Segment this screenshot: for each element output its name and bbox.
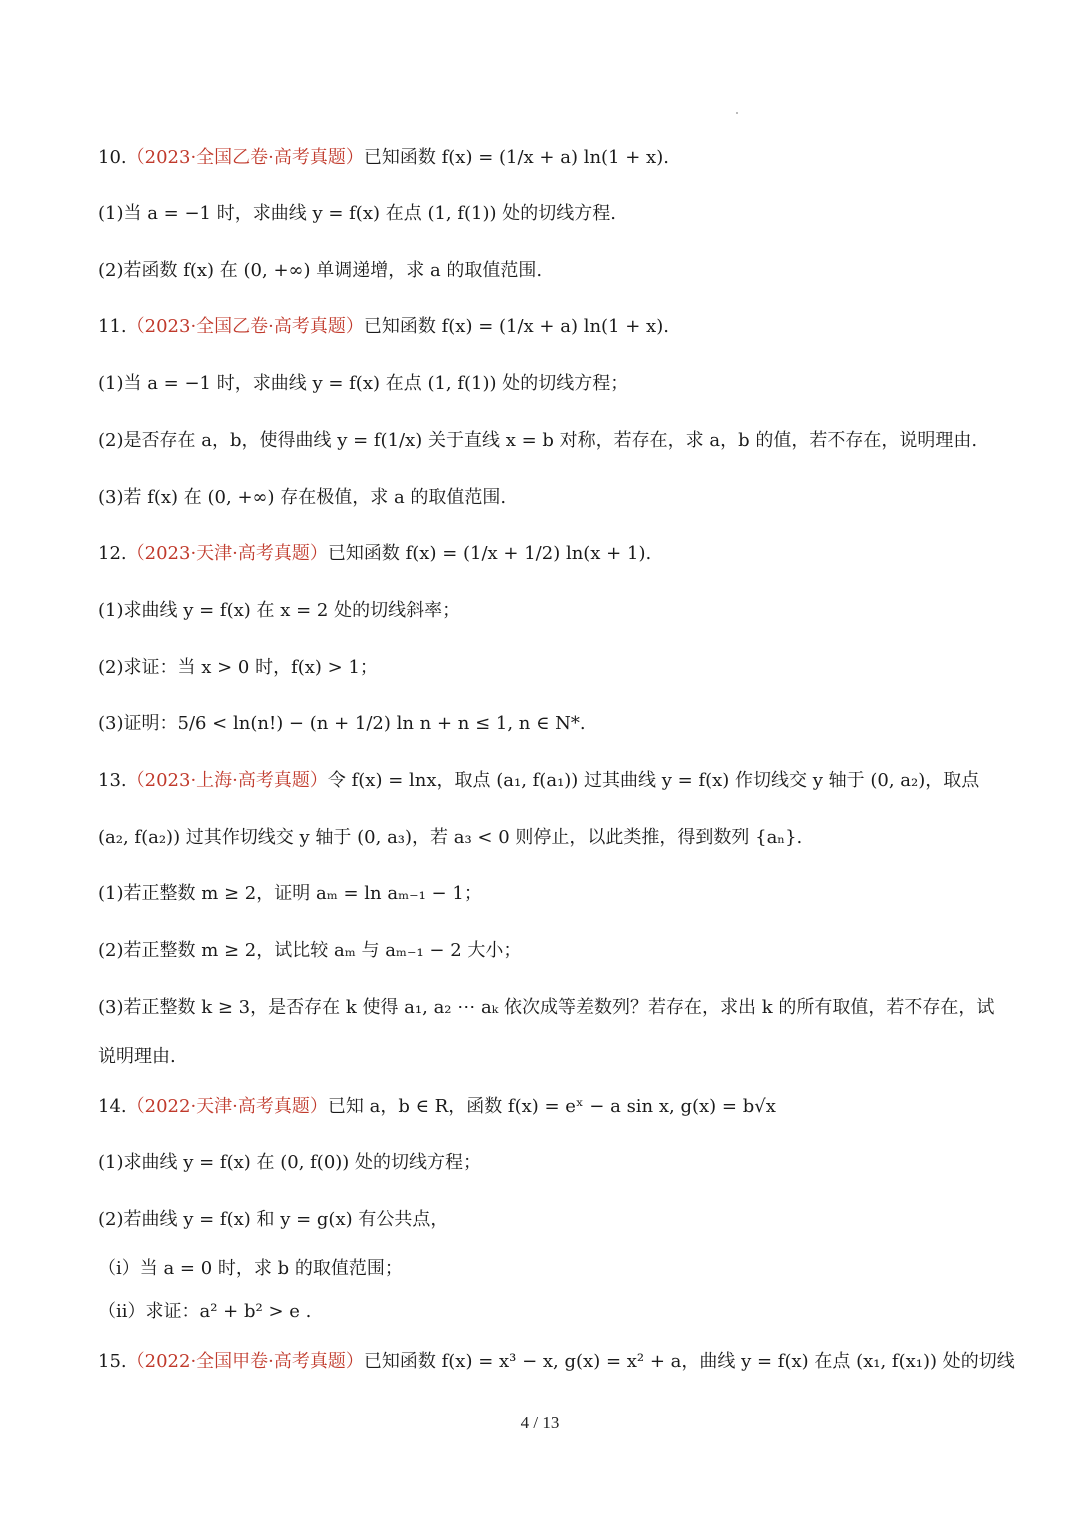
problem-text: 已知函数 f(x) = x³ − x, g(x) = x² + a，曲线 y = f(x) 在点 (x₁, f(x₁)) 处的切线: [363, 1351, 1015, 1372]
problem-line: [98, 1149, 990, 1177]
problem-line: [98, 654, 990, 682]
problem-line: [98, 1255, 990, 1283]
problem-text: (1)若正整数 m ≥ 2，证明 aₘ = ln aₘ₋₁ − 1；: [98, 883, 482, 904]
problem-text: 说明理由.: [98, 1046, 176, 1067]
problem-source: （2022·天津·高考真题）: [126, 1096, 328, 1117]
problem-header: [98, 313, 990, 341]
problem-line: [98, 710, 990, 738]
problem-text: 已知函数 f(x) = (1/x + a) ln(1 + x).: [363, 147, 669, 168]
problem-text: 令 f(x) = lnx，取点 (a₁, f(a₁)) 过其曲线 y = f(x) 作切线交 y 轴于 (0, a₂)，取点: [327, 770, 980, 791]
problem-line: [98, 370, 990, 398]
problem-text: （i）当 a = 0 时，求 b 的取值范围；: [98, 1258, 403, 1279]
problem-line: [98, 484, 990, 512]
problem-text: (a₂, f(a₂)) 过其作切线交 y 轴于 (0, a₃)，若 a₃ < 0 则停止，以此类推，得到数列 {aₙ}.: [98, 827, 803, 848]
problem-text: (1)求曲线 y = f(x) 在 x = 2 处的切线斜率；: [98, 600, 461, 621]
problem-line: [98, 1043, 990, 1071]
problem-text: (3)若 f(x) 在 (0, +∞) 存在极值，求 a 的取值范围.: [98, 487, 507, 508]
problem-number: 11.: [98, 316, 127, 337]
problem-text: (2)求证：当 x > 0 时，f(x) > 1；: [98, 657, 378, 678]
problem-text: 已知 a，b ∈ R，函数 f(x) = eˣ − a sin x, g(x) = b√x: [327, 1096, 776, 1117]
problem-line: [98, 937, 990, 965]
problem-number: 14.: [98, 1096, 127, 1117]
problem-text: (2)是否存在 a，b，使得曲线 y = f(1/x) 关于直线 x = b 对称，若存在，求 a，b 的值，若不存在，说明理由.: [98, 430, 978, 451]
problem-text: (1)当 a = −1 时，求曲线 y = f(x) 在点 (1, f(1)) 处的切线方程.: [98, 203, 616, 224]
problem-source: （2023·上海·高考真题）: [126, 770, 328, 791]
problem-header: [98, 767, 990, 795]
problem-header: [98, 1093, 990, 1121]
problem-text: (1)当 a = −1 时，求曲线 y = f(x) 在点 (1, f(1)) 处的切线方程；: [98, 373, 629, 394]
problem-source: （2023·天津·高考真题）: [126, 543, 328, 564]
problem-line: [98, 824, 990, 852]
problem-text: (1)求曲线 y = f(x) 在 (0, f(0)) 处的切线方程；: [98, 1152, 482, 1173]
page-number: 4 / 13: [520, 1413, 560, 1432]
problem-text: 已知函数 f(x) = (1/x + a) ln(1 + x).: [363, 316, 669, 337]
problem-source: （2023·全国乙卷·高考真题）: [126, 316, 364, 337]
problem-line: [98, 994, 995, 1022]
problem-header: [98, 144, 990, 172]
problem-source: （2023·全国乙卷·高考真题）: [126, 147, 364, 168]
problem-text: （ii）求证：a² + b² > e .: [98, 1301, 312, 1322]
problem-line: [98, 200, 990, 228]
problem-text: (3)证明：5/6 < ln(n!) − (n + 1/2) ln n + n ≤ 1, n ∈ N*.: [98, 713, 586, 734]
problem-text: (2)若函数 f(x) 在 (0, +∞) 单调递增，求 a 的取值范围.: [98, 260, 543, 281]
problem-header: [98, 1348, 1015, 1376]
problem-text: (3)若正整数 k ≥ 3，是否存在 k 使得 a₁, a₂ ⋯ aₖ 依次成等差数列？若存在，求出 k 的所有取值，若不存在，试: [98, 997, 995, 1018]
problem-text: 已知函数 f(x) = (1/x + 1/2) ln(x + 1).: [327, 543, 652, 564]
problem-line: [98, 597, 990, 625]
problem-number: 13.: [98, 770, 127, 791]
problem-text: (2)若正整数 m ≥ 2，试比较 aₘ 与 aₘ₋₁ − 2 大小；: [98, 940, 522, 961]
problem-line: [98, 1206, 990, 1234]
problem-number: 10.: [98, 147, 127, 168]
problem-number: 15.: [98, 1351, 127, 1372]
problem-line: [98, 1298, 990, 1326]
scan-dot: [736, 112, 738, 114]
problem-line: [98, 257, 990, 285]
problem-source: （2022·全国甲卷·高考真题）: [126, 1351, 364, 1372]
problem-line: [98, 427, 990, 455]
problem-header: [98, 540, 990, 568]
problem-line: [98, 880, 990, 908]
problem-text: (2)若曲线 y = f(x) 和 y = g(x) 有公共点，: [98, 1209, 449, 1230]
problem-number: 12.: [98, 543, 127, 564]
